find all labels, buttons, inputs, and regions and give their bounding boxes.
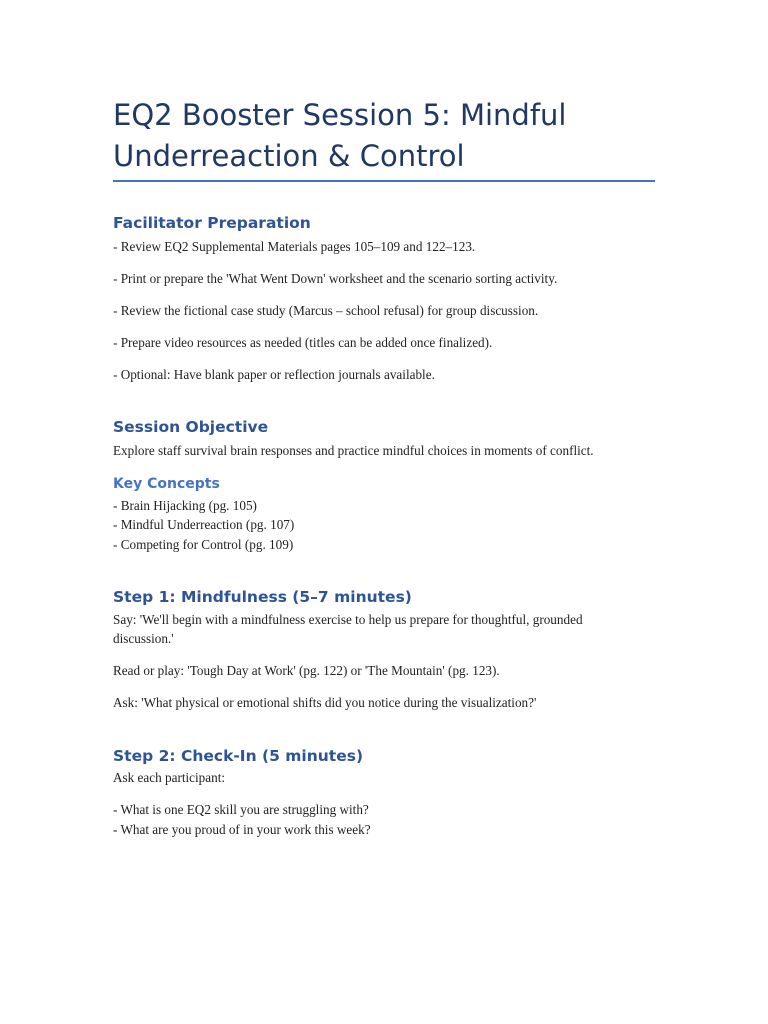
facilitator-preparation-heading: Facilitator Preparation xyxy=(113,214,311,232)
title-underline xyxy=(113,180,655,182)
step2-heading: Step 2: Check-In (5 minutes) xyxy=(113,747,364,765)
document-title-line1: EQ2 Booster Session 5: Mindful xyxy=(113,98,567,132)
prep-item-2: - Print or prepare the 'What Went Down' worksheet and the scenario sorting activity. xyxy=(113,271,558,286)
key-concepts-heading: Key Concepts xyxy=(113,476,220,492)
prep-item-5: - Optional: Have blank paper or reflection journals available. xyxy=(113,367,435,382)
prep-item-4: - Prepare video resources as needed (titles can be added once finalized). xyxy=(113,335,493,350)
document-title xyxy=(113,95,673,177)
prep-item-1: - Review EQ2 Supplemental Materials pages 105–109 and 122–123. xyxy=(113,239,476,254)
step1-heading: Step 1: Mindfulness (5–7 minutes) xyxy=(113,588,412,606)
step2-item-2: - What are you proud of in your work this week? xyxy=(113,822,371,837)
step1-read: Read or play: 'Tough Day at Work' (pg. 122) or 'The Mountain' (pg. 123). xyxy=(113,663,500,678)
document-title-line2: Underreaction & Control xyxy=(113,139,465,173)
step2-intro: Ask each participant: xyxy=(113,770,226,785)
key-concept-2: - Mindful Underreaction (pg. 107) xyxy=(113,517,295,532)
step1-ask: Ask: 'What physical or emotional shifts did you notice during the visualization?' xyxy=(113,695,537,710)
step2-item-1: - What is one EQ2 skill you are struggling with? xyxy=(113,802,369,817)
prep-item-3: - Review the fictional case study (Marcus – school refusal) for group discussion. xyxy=(113,303,539,318)
step1-say-line1: Say: 'We'll begin with a mindfulness exercise to help us prepare for thoughtful, grounded xyxy=(113,612,583,627)
step1-say-line2: discussion.' xyxy=(113,631,174,646)
session-objective-text: Explore staff survival brain responses and practice mindful choices in moments of conflict. xyxy=(113,443,594,458)
key-concept-3: - Competing for Control (pg. 109) xyxy=(113,537,294,552)
session-objective-heading: Session Objective xyxy=(113,418,269,436)
key-concept-1: - Brain Hijacking (pg. 105) xyxy=(113,498,257,513)
